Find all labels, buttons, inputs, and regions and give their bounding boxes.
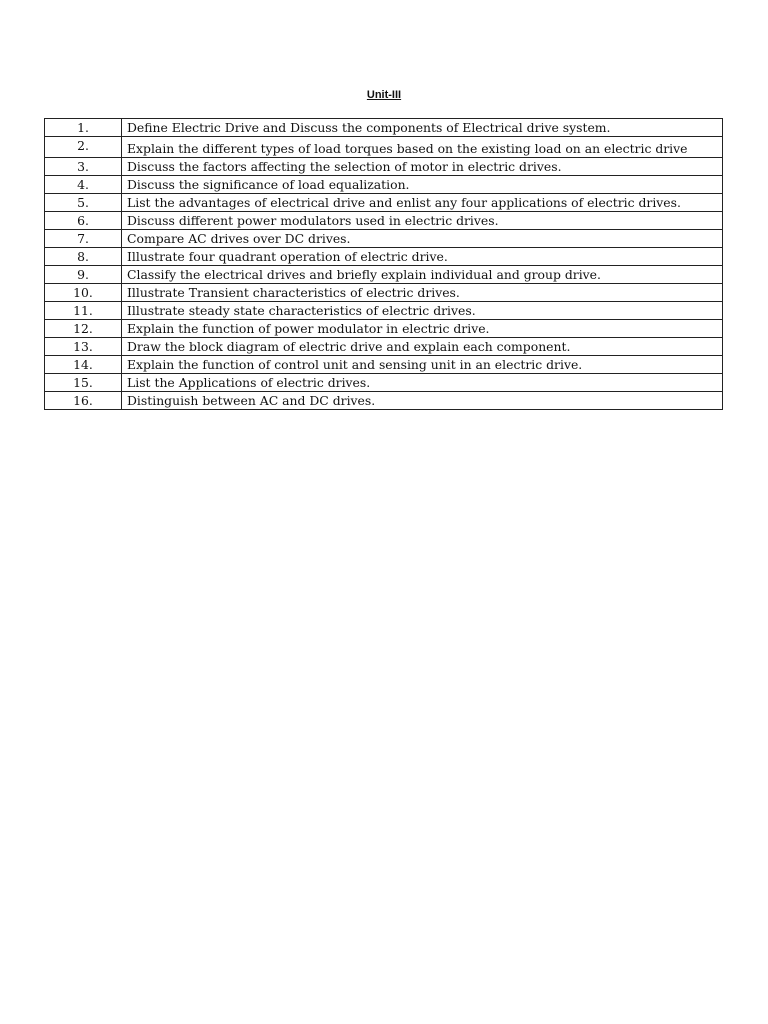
question-number: 5. bbox=[45, 194, 122, 212]
question-number: 6. bbox=[45, 212, 122, 230]
question-number: 4. bbox=[45, 176, 122, 194]
question-number: 15. bbox=[45, 374, 122, 392]
question-number: 7. bbox=[45, 230, 122, 248]
table-row bbox=[45, 374, 723, 392]
question-number: 11. bbox=[45, 302, 122, 320]
table-row bbox=[45, 338, 723, 356]
table-row bbox=[45, 320, 723, 338]
table-row bbox=[45, 302, 723, 320]
question-text: Classify the electrical drives and briefly explain individual and group drive. bbox=[122, 266, 723, 284]
question-text: Illustrate Transient characteristics of electric drives. bbox=[122, 284, 723, 302]
question-text: Discuss different power modulators used in electric drives. bbox=[122, 212, 723, 230]
question-number: 12. bbox=[45, 320, 122, 338]
table-row bbox=[45, 119, 723, 137]
question-text: Compare AC drives over DC drives. bbox=[122, 230, 723, 248]
table-row bbox=[45, 230, 723, 248]
question-text: Distinguish between AC and DC drives. bbox=[122, 392, 723, 410]
question-number: 16. bbox=[45, 392, 122, 410]
question-text: Illustrate four quadrant operation of electric drive. bbox=[122, 248, 723, 266]
question-text: List the advantages of electrical drive and enlist any four applications of electric drives. bbox=[122, 194, 723, 212]
page-title: Unit-III bbox=[366, 89, 402, 101]
questions-table bbox=[44, 118, 723, 410]
question-number: 9. bbox=[45, 266, 122, 284]
question-text: Discuss the factors affecting the selection of motor in electric drives. bbox=[122, 158, 723, 176]
question-number: 14. bbox=[45, 356, 122, 374]
question-text: List the Applications of electric drives. bbox=[122, 374, 723, 392]
table-row bbox=[45, 137, 723, 158]
table-row bbox=[45, 212, 723, 230]
question-number: 8. bbox=[45, 248, 122, 266]
question-text: Define Electric Drive and Discuss the components of Electrical drive system. bbox=[122, 119, 723, 137]
question-text: Illustrate steady state characteristics of electric drives. bbox=[122, 302, 723, 320]
table-row bbox=[45, 266, 723, 284]
question-number: 3. bbox=[45, 158, 122, 176]
table-row bbox=[45, 176, 723, 194]
question-number: 2. bbox=[45, 137, 122, 158]
table-row bbox=[45, 284, 723, 302]
question-text: Draw the block diagram of electric drive and explain each component. bbox=[122, 338, 723, 356]
question-text: Explain the function of power modulator in electric drive. bbox=[122, 320, 723, 338]
question-number: 13. bbox=[45, 338, 122, 356]
table-row bbox=[45, 248, 723, 266]
question-text: Explain the different types of load torques based on the existing load on an electric drive bbox=[122, 137, 723, 158]
question-number: 1. bbox=[45, 119, 122, 137]
table-row bbox=[45, 356, 723, 374]
table-row bbox=[45, 158, 723, 176]
question-number: 10. bbox=[45, 284, 122, 302]
question-text: Explain the function of control unit and sensing unit in an electric drive. bbox=[122, 356, 723, 374]
question-text: Discuss the significance of load equalization. bbox=[122, 176, 723, 194]
table-row bbox=[45, 392, 723, 410]
table-row bbox=[45, 194, 723, 212]
